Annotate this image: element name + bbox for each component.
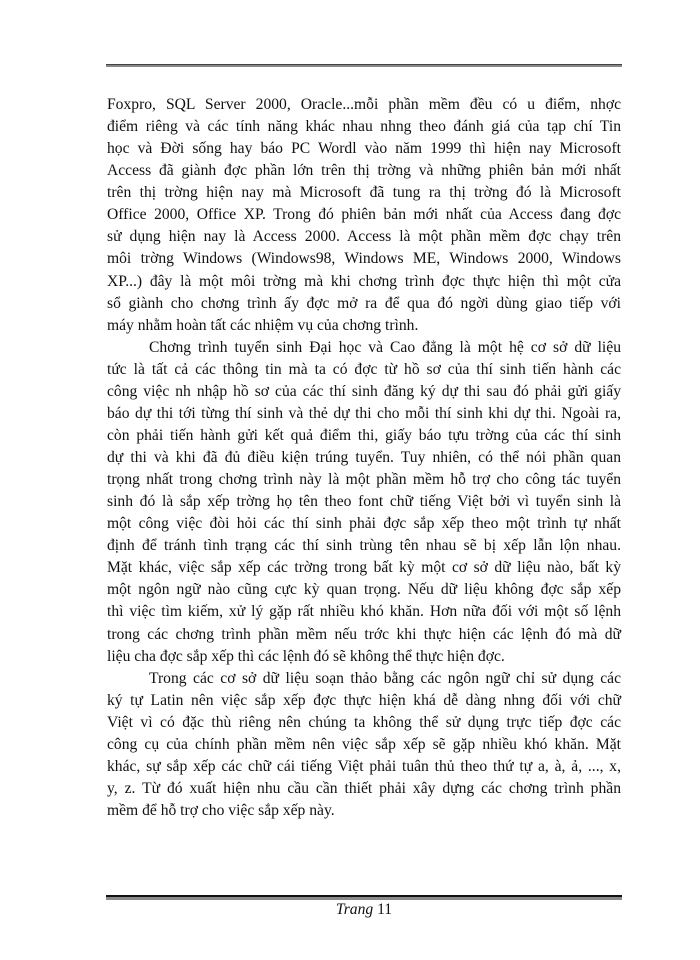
text-line: trong các chơng trình phần mềm nếu trớc khi thực hiện các lệnh đó mà dữ <box>107 625 621 643</box>
text-line: sử dụng hiện nay là Access 2000. Access là một phần mềm đợc chạy trên <box>107 228 621 246</box>
text-line: một ngôn ngữ nào cũng cực kỳ quan trọng. Nếu dữ liệu không đợc sắp xếp <box>107 581 621 599</box>
paragraph <box>107 337 621 668</box>
text-line: y, z. Từ đó xuất hiện nhu cầu cần thiết phải xây dựng các chơng trình phần <box>107 779 621 797</box>
text-line: Access đã giành đợc phần lớn trên thị trờng và những phiên bản mới nhất <box>107 162 621 180</box>
text-line: báo dự thi tới từng thí sinh và thẻ dự thi cho mỗi thí sinh khi dự thi. Ngoài ra, <box>107 404 621 422</box>
text-line: ký tự Latin nên việc sắp xếp đợc thực hiện khá dễ dàng nhng đối với chữ <box>107 691 621 709</box>
text-line: Chơng trình tuyển sinh Đại học và Cao đẳng là một hệ cơ sở dữ liệu <box>149 338 621 356</box>
text-line: liệu cha đợc sắp xếp thì các lệnh đó sẽ không thể thực hiện đợc. <box>107 647 505 665</box>
text-line: điểm riêng và các tính năng khác nhau nhng theo đánh giá của tạp chí Tin <box>107 118 621 136</box>
text-line: tức là tất cả các thông tin mà ta có đợc từ hồ sơ của thí sinh tiến hành các <box>107 360 621 378</box>
text-line: máy nhằm hoàn tất các nhiệm vụ của chơng trình. <box>107 316 419 334</box>
text-line: công việc nh nhập hồ sơ của các thí sinh đăng ký dự thi sau đó phải gửi giấy <box>107 382 621 400</box>
text-line: dự thi và khi đã đủ điều kiện trúng tuyển. Tuy nhiên, có thể nói phần quan <box>107 449 621 466</box>
text-line: sinh đó là sắp xếp trờng họ tên theo font chữ tiếng Việt bởi vì tuyển sinh là <box>107 493 621 511</box>
text-line: mềm để hỗ trợ cho việc sắp xếp này. <box>107 802 335 819</box>
text-line: Office 2000, Office XP. Trong đó phiên bản mới nhất của Access đang đợc <box>107 206 621 224</box>
text-line: XP...) đây là một môi trờng mà khi chơng trình đợc thực hiện thì một cửa <box>107 272 621 290</box>
text-line: môi trờng Windows (Windows98, Windows ME, Windows 2000, Windows <box>107 250 621 268</box>
text-line: trên thị trờng hiện nay mà Microsoft đã tung ra thị trờng đó là Microsoft <box>107 184 621 202</box>
paragraph <box>107 668 621 822</box>
text-line: Việt vì có đặc thù riêng nên chúng ta không thể sử dụng trực tiếp đợc các <box>107 713 621 731</box>
body-text <box>107 94 621 822</box>
text-line: định để tránh tình trạng các thí sinh trùng tên nhau sẽ bị xếp lẫn lộn nhau. <box>107 537 621 555</box>
text-line: sổ giành cho chơng trình ấy đợc mở ra để qua đó ngời dùng giao tiếp với <box>107 294 621 312</box>
text-line: Foxpro, SQL Server 2000, Oracle...mỗi phần mềm đều có u điểm, nhợc <box>107 96 621 113</box>
text-line: còn phải tiến hành gửi kết quả điểm thi, giấy báo tựu trờng của các thí sinh <box>107 426 621 444</box>
text-line: học và Đời sống hay báo PC Wordl vào năm 1999 thì hiện nay Microsoft <box>107 140 621 158</box>
page-footer <box>0 901 700 919</box>
text-line: trọng nhất trong chơng trình này là một phần mềm hỗ trợ cho công tác tuyển <box>107 471 621 489</box>
text-line: Mặt khác, việc sắp xếp các trờng trong bất kỳ một cơ sở dữ liệu nào, bất kỳ <box>107 559 621 577</box>
paragraph <box>107 94 621 337</box>
text-line: khác, sự sắp xếp các chữ cái tiếng Việt phải tuân thủ theo thứ tự a, à, ả, ..., x, <box>107 757 621 775</box>
header-rule <box>106 64 622 67</box>
text-line: một công việc đòi hỏi các thí sinh phải đợc sắp xếp theo một trình tự nhất <box>107 515 621 533</box>
text-line: thì việc tìm kiếm, xử lý gặp rất nhiều khó khăn. Hơn nữa đối với một số lệnh <box>107 603 621 621</box>
text-line: Trong các cơ sở dữ liệu soạn thảo bằng các ngôn ngữ chỉ sử dụng các <box>149 669 621 687</box>
page-number: 11 <box>377 901 393 918</box>
text-line: công cụ của chính phần mềm nên việc sắp xếp sẽ gặp nhiều khó khăn. Mặt <box>107 735 621 753</box>
footer-rule <box>106 895 622 900</box>
page-label: Trang <box>335 901 374 918</box>
